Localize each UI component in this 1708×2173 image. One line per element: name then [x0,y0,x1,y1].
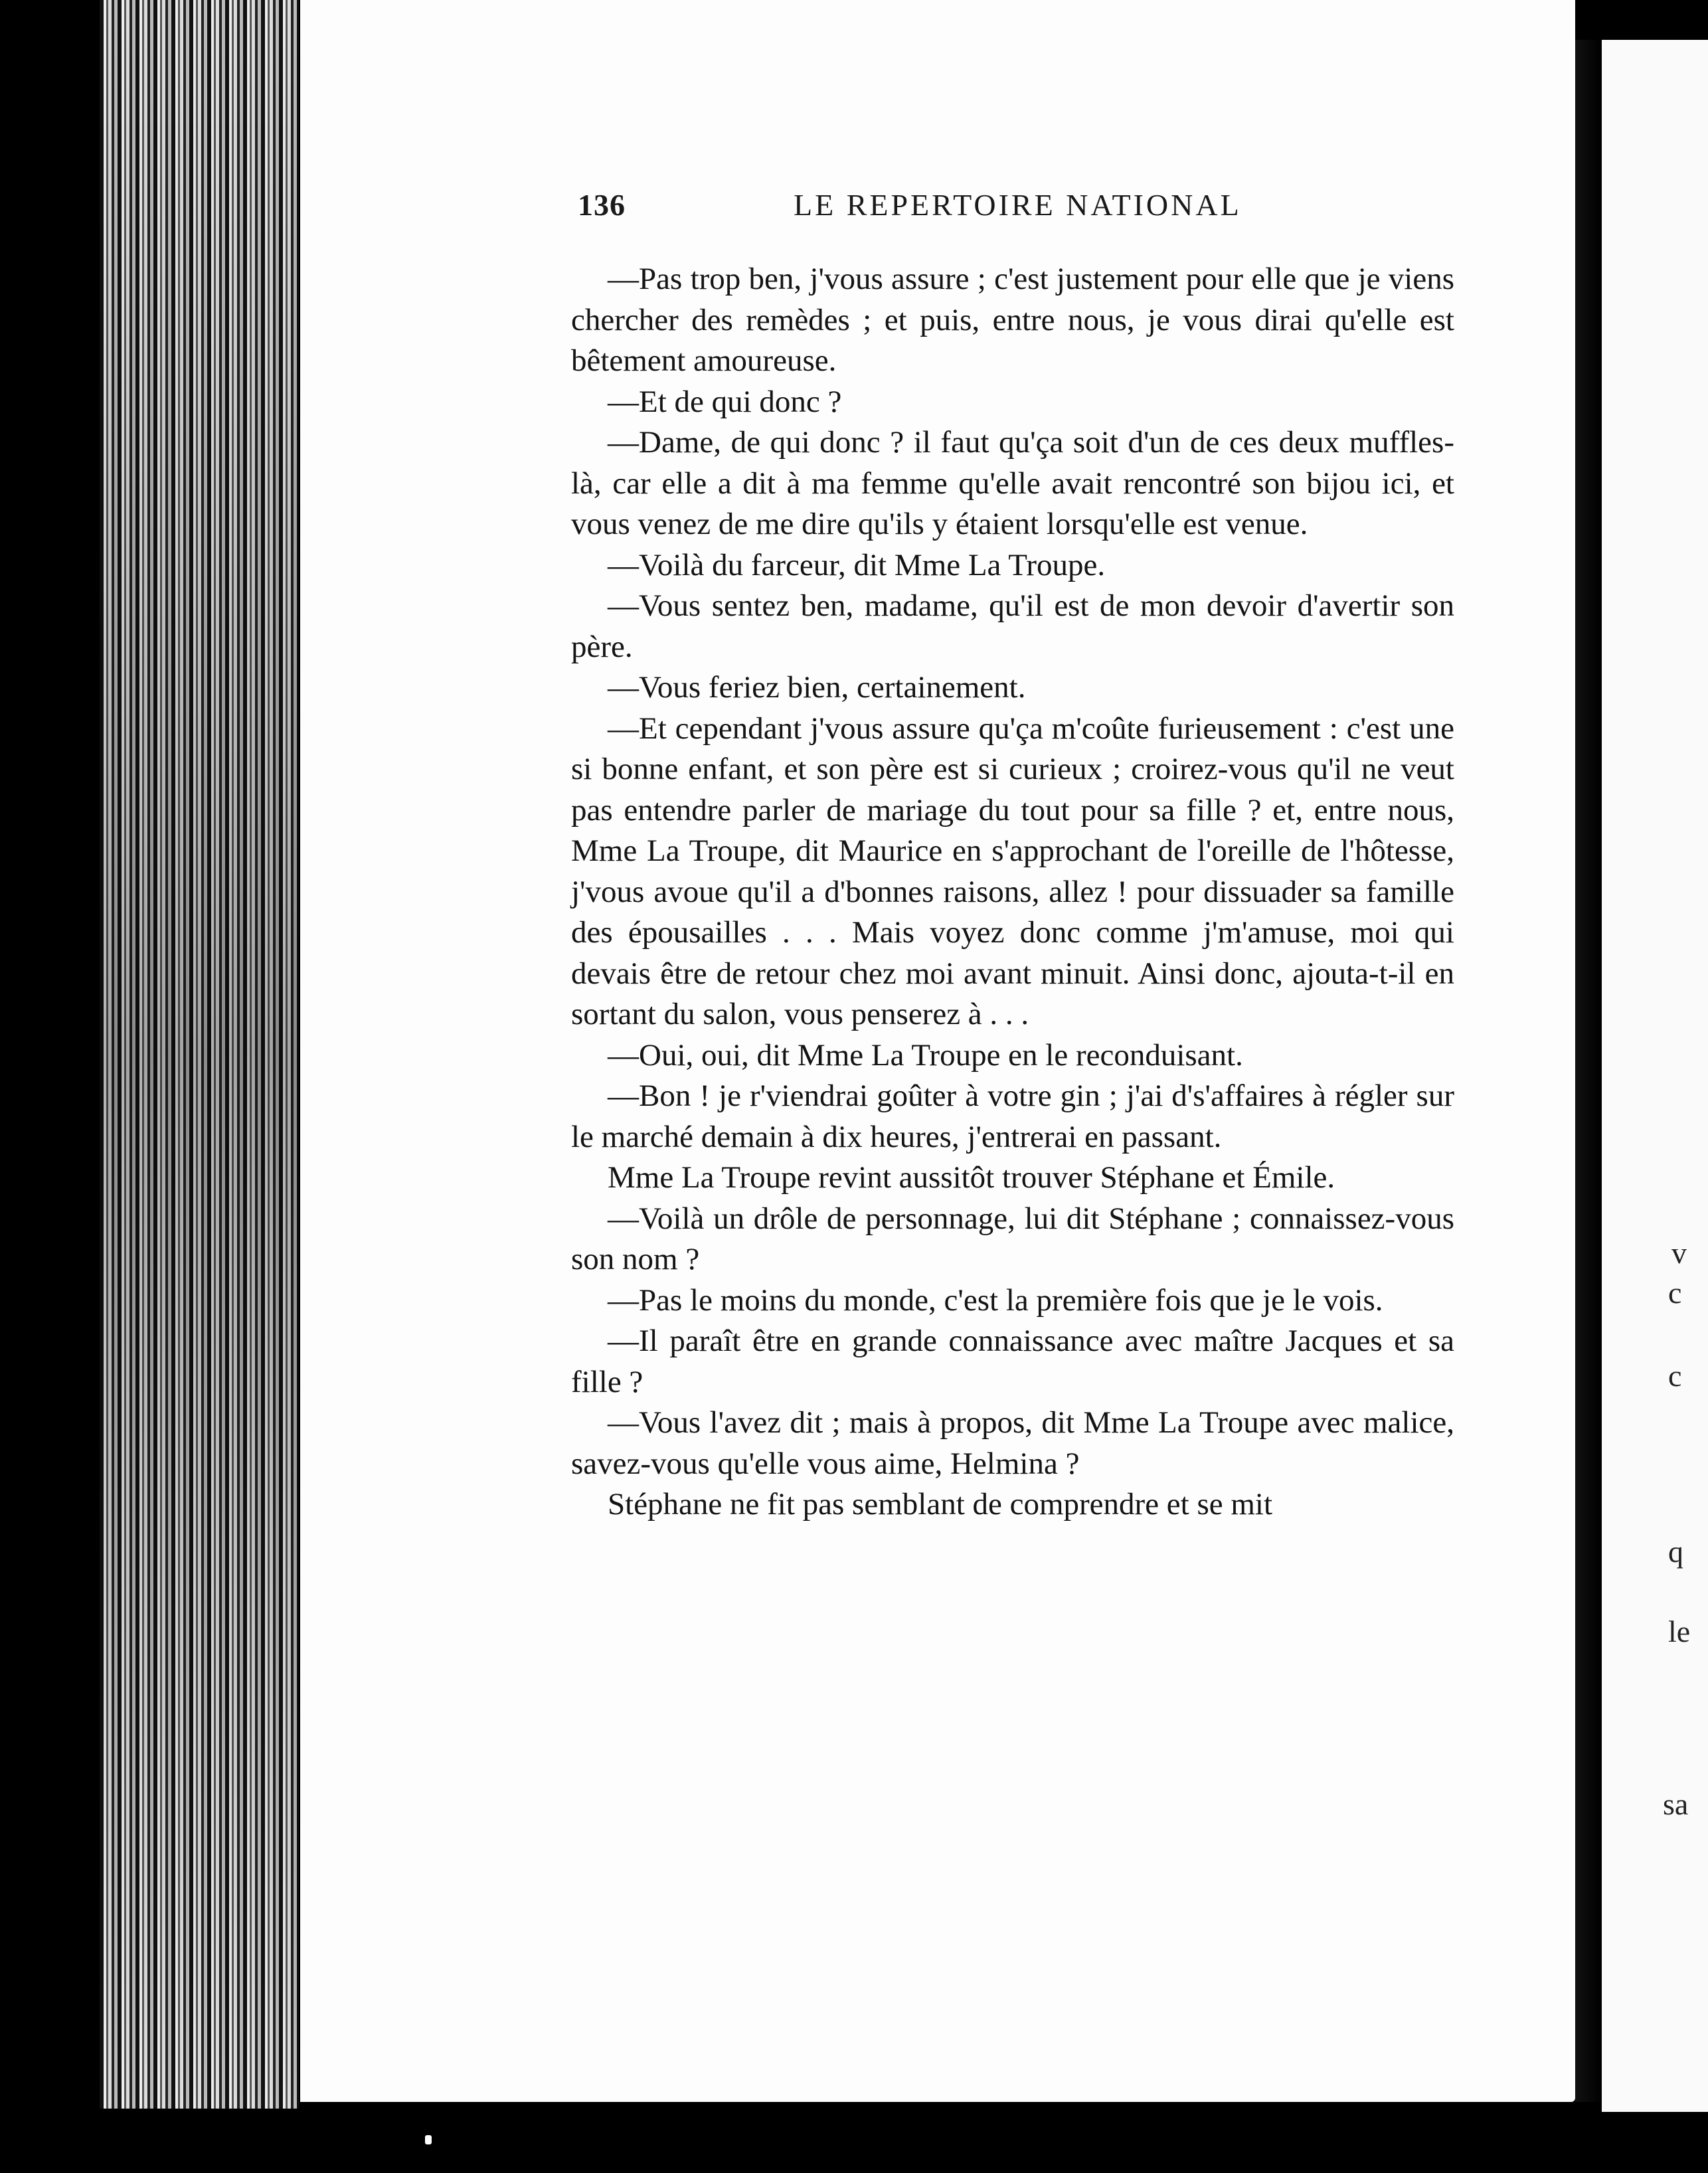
paragraph: —Vous sentez ben, madame, qu'il est de mon devoir d'avertir son père. [571,588,1454,664]
paragraph: —Voilà du farceur, dit Mme La Troupe. [608,547,1106,582]
facing-page-fragment: q [1668,1535,1683,1569]
facing-page-fragment: sa [1663,1787,1689,1821]
gutter-shadow [1575,40,1602,2102]
facing-page-fragment: v [1671,1236,1687,1270]
paragraph: —Vous l'avez dit ; mais à propos, dit Mme La Troupe avec malice, savez-vous qu'elle vous aime, Helmina ? [571,1405,1454,1481]
paragraph: Mme La Troupe revint aussitôt trouver Stéphane et Émile. [608,1160,1335,1195]
facing-page-fragment: c [1668,1359,1682,1393]
book-page-edges [100,0,299,2109]
facing-page-fragment: le [1668,1614,1691,1648]
paragraph: —Vous feriez bien, certainement. [608,670,1026,705]
paragraph: —Pas trop ben, j'vous assure ; c'est justement pour elle que je viens chercher des remèdes ; et puis, entre nous, je vous dirai qu'elle est bêtement amoureuse. [571,262,1454,378]
scan-speck [425,2135,432,2144]
paragraph: —Bon ! je r'viendrai goûter à votre gin ; j'ai d's'affaires à régler sur le marché demain à dix heures, j'entrerai en passant. [571,1079,1454,1154]
paragraph: —Oui, oui, dit Mme La Troupe en le reconduisant. [608,1037,1243,1073]
paragraph: —Il paraît être en grande connaissance avec maître Jacques et sa fille ? [571,1324,1454,1399]
facing-page-edge [1602,40,1708,2112]
paragraph: —Voilà un drôle de personnage, lui dit Stéphane ; connaissez-vous son nom ? [571,1201,1454,1276]
page-number: 136 [578,188,626,222]
body-text [571,259,1454,1525]
paragraph: —Et de qui donc ? [608,384,842,419]
paragraph: Stéphane ne fit pas semblant de comprendre et se mit [608,1487,1273,1521]
paragraph: —Pas le moins du monde, c'est la première fois que je le vois. [608,1282,1383,1318]
running-title: LE REPERTOIRE NATIONAL [794,188,1242,222]
paragraph: —Et cependant j'vous assure qu'ça m'coûte furieusement : c'est une si bonne enfant, et son père est si curieux ; croirez-vous qu'il ne veut pas entendre parler de mariage du tout pour sa fille ? et, entre nous, Mme La Troupe, dit Maurice en s'approchant de l'oreille de l'hôtesse, j'vous avoue qu'il a d'bonnes raisons, allez ! pour dissuader sa famille des épousailles . . . Mais voyez donc comme j'm'amuse, moi qui devais être de retour chez moi avant minuit. Ainsi donc, ajouta-t-il en sortant du salon, vous penserez à . . . [571,711,1454,1031]
facing-page-fragment: c [1668,1276,1682,1310]
paragraph: —Dame, de qui donc ? il faut qu'ça soit d'un de ces deux muffles-là, car elle a dit à ma femme qu'elle avait rencontré son bijou ici, et vous venez de me dire qu'ils y étaient lorsqu'elle est venue. [571,425,1454,541]
